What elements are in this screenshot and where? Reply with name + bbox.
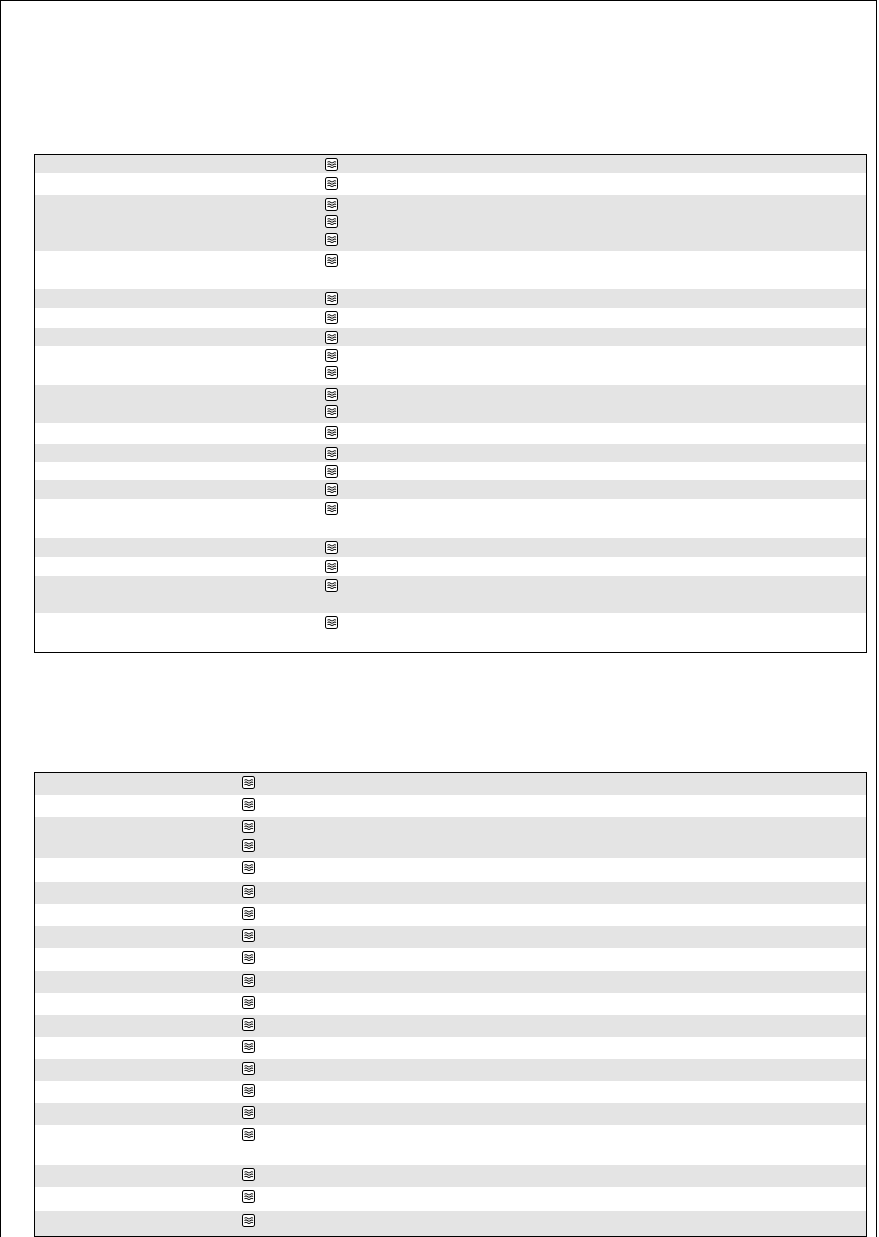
wave-icon (325, 292, 338, 305)
table-row (35, 155, 866, 173)
wave-icon (325, 331, 338, 344)
table-row (35, 462, 866, 480)
wave-icon (242, 996, 255, 1009)
table-row (35, 1081, 866, 1103)
wave-icon (325, 233, 338, 246)
wave-icon (325, 502, 338, 515)
table-row (35, 385, 866, 423)
wave-icon (325, 158, 338, 171)
table-row (35, 926, 866, 948)
table-row (35, 423, 866, 444)
wave-icon (325, 388, 338, 401)
table-row (35, 613, 866, 654)
table-row (35, 499, 866, 538)
wave-icon (242, 885, 255, 898)
wave-icon (242, 1190, 255, 1203)
wave-icon (242, 1128, 255, 1141)
wave-icon (325, 447, 338, 460)
table-row (35, 576, 866, 613)
wave-icon (325, 579, 338, 592)
wave-icon (325, 177, 338, 190)
table-row (35, 308, 866, 328)
wave-icon (325, 198, 338, 211)
wave-icon (242, 1214, 255, 1227)
table-row (35, 557, 866, 576)
table-row (35, 480, 866, 499)
wave-icon (325, 254, 338, 267)
table-2 (34, 772, 867, 1237)
table-row (35, 1059, 866, 1081)
table-row (35, 1187, 866, 1211)
table-row (35, 904, 866, 926)
table-1 (34, 154, 867, 653)
table-row (35, 195, 866, 251)
wave-icon (325, 426, 338, 439)
table-row (35, 993, 866, 1015)
table-row (35, 795, 866, 817)
wave-icon (242, 839, 255, 852)
wave-icon (242, 861, 255, 874)
wave-icon (242, 1084, 255, 1097)
wave-icon (242, 974, 255, 987)
table-row (35, 858, 866, 882)
table-row (35, 1211, 866, 1236)
wave-icon (325, 616, 338, 629)
table-row (35, 1125, 866, 1165)
wave-icon (242, 1168, 255, 1181)
wave-icon (242, 776, 255, 789)
table-row (35, 971, 866, 993)
table-row (35, 173, 866, 195)
table-row (35, 882, 866, 904)
table-row (35, 1015, 866, 1037)
table-row (35, 289, 866, 308)
table-row (35, 773, 866, 795)
wave-icon (325, 483, 338, 496)
wave-icon (242, 929, 255, 942)
wave-icon (242, 907, 255, 920)
wave-icon (325, 465, 338, 478)
table-row (35, 328, 866, 346)
wave-icon (325, 541, 338, 554)
table-row (35, 444, 866, 462)
wave-icon (325, 349, 338, 362)
table-row (35, 1165, 866, 1187)
wave-icon (242, 1106, 255, 1119)
wave-icon (242, 1062, 255, 1075)
wave-icon (242, 1040, 255, 1053)
table-row (35, 538, 866, 557)
wave-icon (325, 311, 338, 324)
wave-icon (242, 1018, 255, 1031)
wave-icon (325, 560, 338, 573)
wave-icon (325, 215, 338, 228)
wave-icon (325, 366, 338, 379)
table-row (35, 1037, 866, 1059)
table-row (35, 948, 866, 971)
wave-icon (242, 820, 255, 833)
wave-icon (242, 951, 255, 964)
table-row (35, 251, 866, 289)
table-row (35, 346, 866, 385)
wave-icon (242, 798, 255, 811)
table-row (35, 1103, 866, 1125)
table-row (35, 817, 866, 858)
wave-icon (325, 405, 338, 418)
